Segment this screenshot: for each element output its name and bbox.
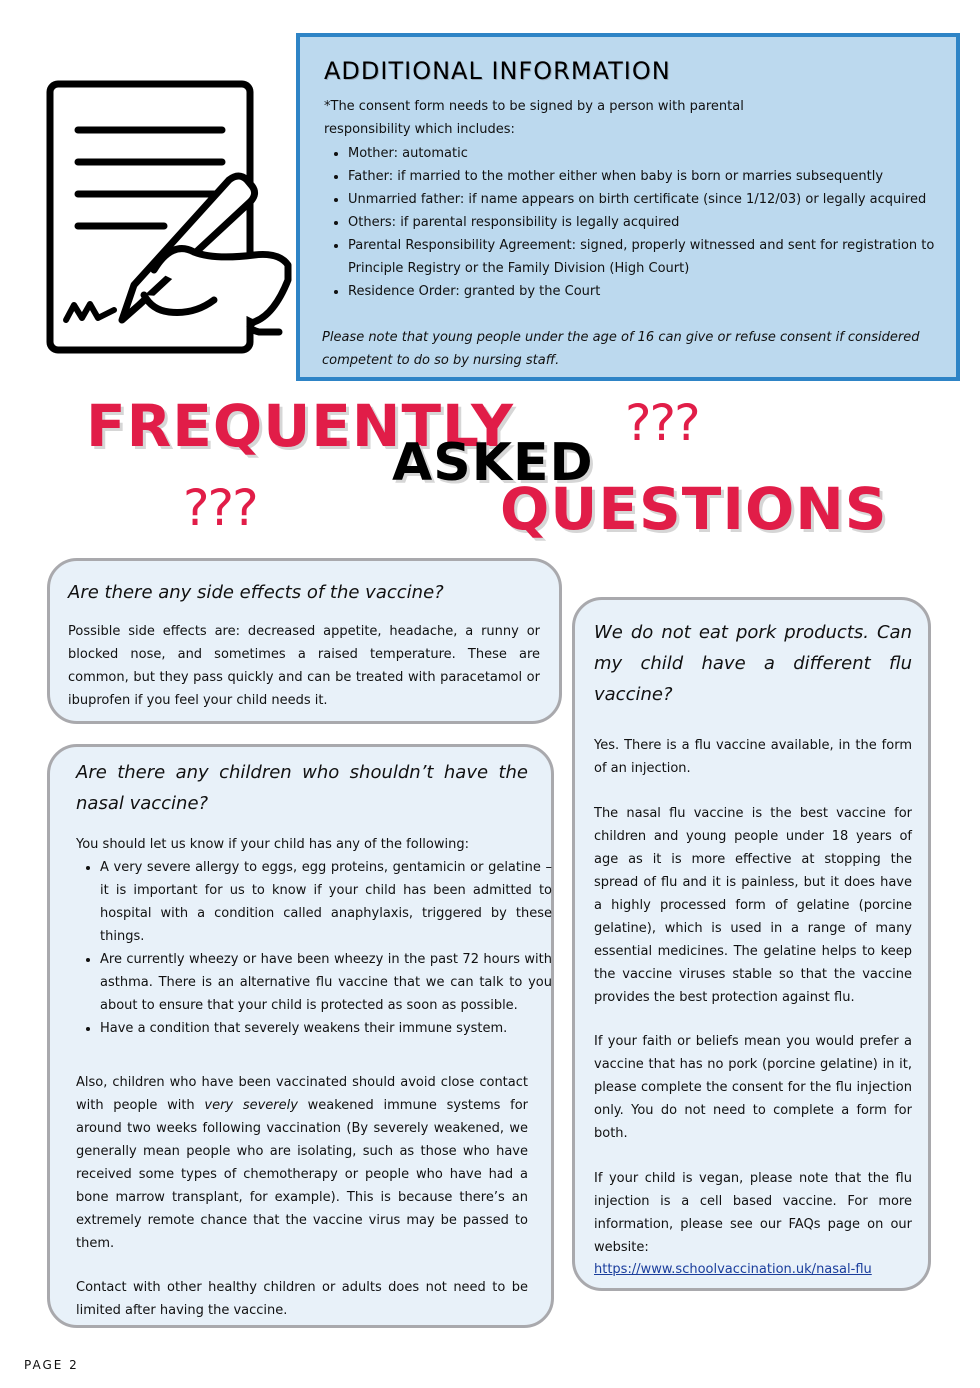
list-item: • Residence Order: granted by the Court	[348, 280, 968, 303]
faq-answer: The nasal flu vaccine is the best vaccine for children and young people under 18 years of age as it is more effective at stopping the spread of flu and it is painless, but it does have a highly processed form of gelatine (porcine gelatine), which is used in a range of many essential medicines. The gelatine helps to keep the vaccine viruses stable so that the vaccine provides the best protection against flu.	[594, 806, 912, 1005]
faq-answer-intro: You should let us know if your child has any of the following:	[76, 837, 469, 852]
list-item: • Others: if parental responsibility is legally acquired	[348, 211, 968, 234]
additional-information-panel	[296, 33, 960, 381]
list-item: • Mother: automatic	[348, 142, 968, 165]
signing-document-icon	[44, 80, 294, 355]
faq-answer: If your faith or beliefs mean you would prefer a vaccine that has no pork (porcine gelatine) in it, please complete the consent for the flu injection only. You do not need to complete a form for both.	[594, 1034, 912, 1141]
page-number: PAGE 2	[24, 1358, 79, 1372]
emphasis-text: very severely	[204, 1098, 298, 1113]
faq-question: We do not eat pork products. Can my child have a different flu vaccine?	[594, 622, 912, 705]
question-marks-decoration: ???	[625, 394, 699, 452]
list-item: • Unmarried father: if name appears on birth certificate (since 1/12/03) or legally acquired	[348, 188, 968, 211]
text-span: weakened immune systems for around two weeks following vaccination (By severely weakened, we generally mean people who are isolating, such as those who have received some types of chemotherapy or people who have had a bone marrow transplant, for example). This is because there’s an extremely remote chance that the vaccine virus may be passed to them.	[76, 1098, 528, 1251]
text-span: Also, children who have been vaccinated should avoid close contact with people with	[76, 1075, 528, 1113]
question-marks-decoration: ???	[183, 479, 257, 537]
faq-card-side-effects	[47, 558, 562, 724]
list-item: • Parental Responsibility Agreement: signed, properly witnessed and sent for registration to Principle Registry or the Family Division (High Court)	[348, 234, 968, 280]
faq-answer-closing: Contact with other healthy children or adults does not need to be limited after having the vaccine.	[76, 1280, 528, 1318]
list-item: • A very severe allergy to eggs, egg proteins, gentamicin or gelatine – it is important for us to know if your child has been admitted to hospital with a condition called anaphylaxis, triggered by these things.	[100, 856, 552, 948]
faq-answer: Yes. There is a flu vaccine available, in the form of an injection.	[594, 738, 912, 776]
faq-question: Are there any children who shouldn’t have the nasal vaccine?	[76, 762, 528, 814]
faq-answer: Possible side effects are: decreased appetite, headache, a runny or blocked nose, and sometimes a raised temperature. These are common, but they pass quickly and can be treated with paracetamol or ibuprofen if you feel your child needs it.	[68, 624, 540, 708]
consent-intro-text: *The consent form needs to be signed by a person with parental responsibility which includes:	[324, 99, 744, 137]
additional-information-title: ADDITIONAL INFORMATION	[324, 57, 671, 85]
condition-list	[76, 856, 552, 1040]
parental-responsibility-list	[326, 142, 968, 303]
list-item: • Have a condition that severely weakens their immune system.	[100, 1017, 552, 1040]
list-item: • Are currently wheezy or have been wheezy in the past 72 hours with asthma. There is an alternative flu vaccine that we can talk to you about to ensure that your child is protected as soon as possible.	[100, 948, 552, 1017]
faq-answer: If your child is vegan, please note that the flu injection is a cell based vaccine. For more information, please see our FAQs page on our website:	[594, 1171, 912, 1255]
nasal-flu-link[interactable]: https://www.schoolvaccination.uk/nasal-flu	[594, 1262, 872, 1277]
heading-asked: ASKED	[392, 433, 594, 493]
faq-card-pork	[572, 597, 931, 1291]
heading-questions: QUESTIONS	[500, 475, 888, 543]
faq-answer-contact-advice	[76, 1071, 528, 1255]
faq-question: Are there any side effects of the vaccine?	[68, 582, 444, 603]
consent-age-note: Please note that young people under the age of 16 can give or refuse consent if considered competent to do so by nursing staff.	[322, 330, 920, 368]
faq-card-who-shouldnt	[47, 744, 554, 1328]
heading-frequently: FREQUENTLY	[86, 392, 514, 460]
list-item: • Father: if married to the mother either when baby is born or marries subsequently	[348, 165, 968, 188]
